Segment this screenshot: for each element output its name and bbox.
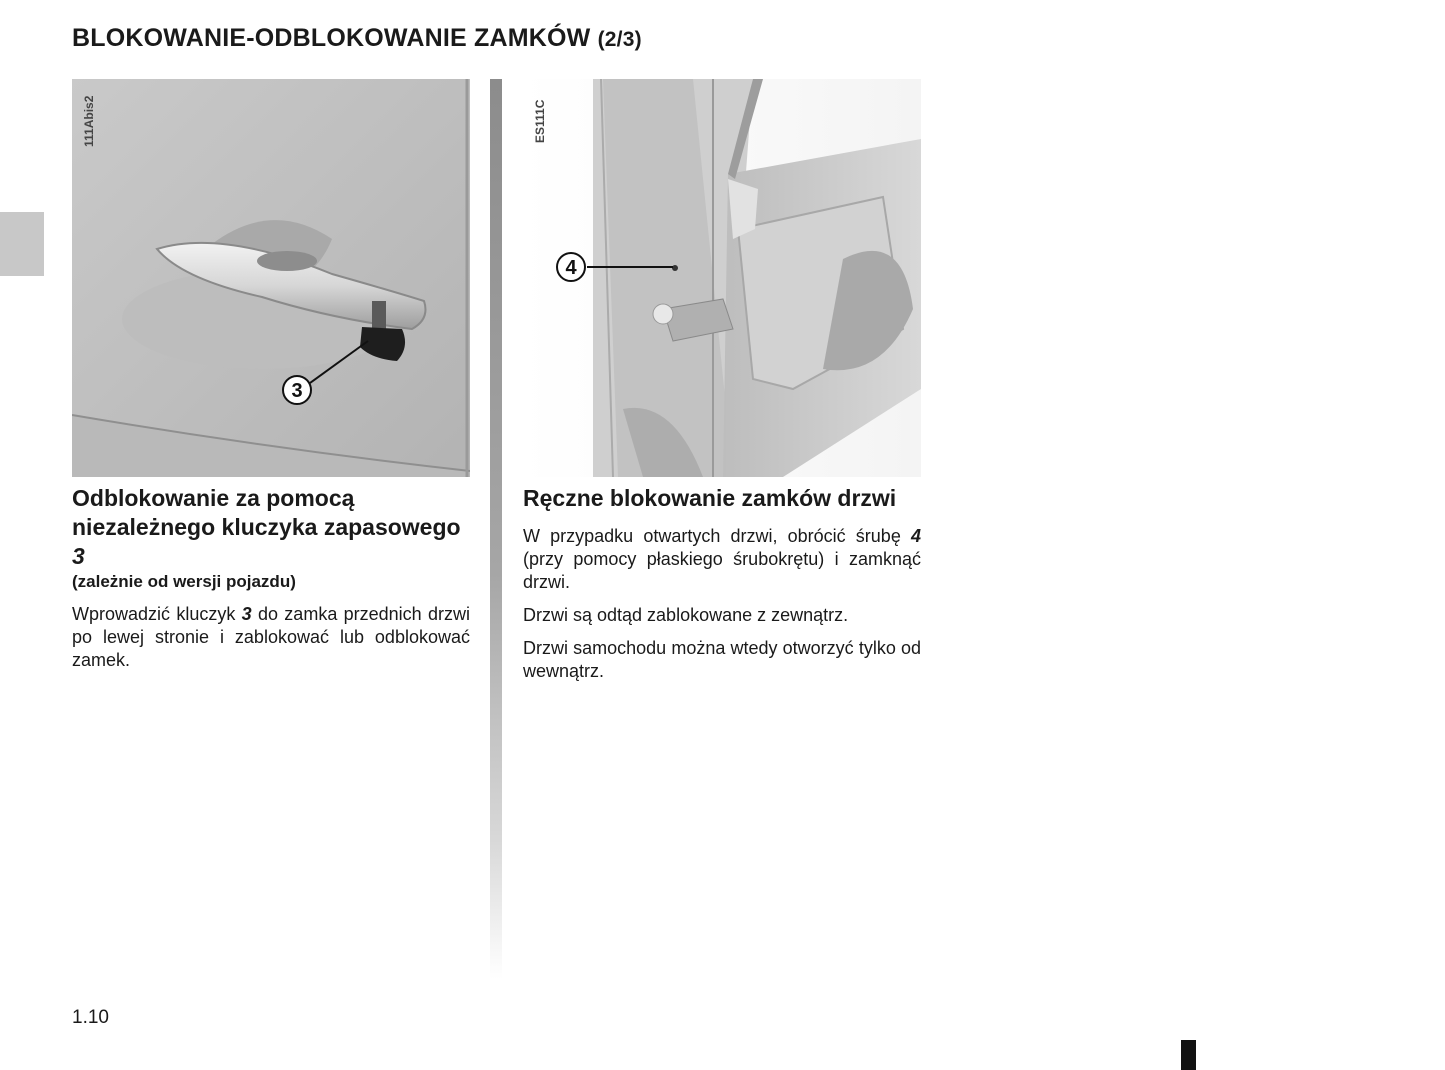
figure-code-right: ES111C — [533, 99, 547, 143]
left-p1-text-a: Wprowadzić kluczyk — [72, 604, 242, 624]
callout-3-label: 3 — [291, 380, 303, 402]
right-paragraph-1 — [523, 525, 921, 594]
page-title — [72, 24, 642, 53]
left-p1-ref: 3 — [241, 604, 252, 624]
left-column — [72, 484, 470, 672]
left-paragraph-1 — [72, 603, 470, 672]
right-paragraph-3: Drzwi samochodu można wtedy otworzyć tylko od wewnątrz. — [523, 638, 921, 681]
left-heading-ref: 3 — [72, 543, 85, 569]
version-note: (zależnie od wersji pojazdu) — [72, 572, 296, 591]
left-heading-text: Odblokowanie za pomocą niezależnego kluczyka zapasowego — [72, 485, 461, 540]
door-lock-illustration — [523, 79, 921, 477]
figure-code-left: 111Abis2 — [82, 95, 96, 147]
right-p1-ref: 4 — [910, 526, 921, 546]
column-divider — [490, 79, 502, 979]
right-p1-text-a: W przypadku otwartych drzwi, obrócić śrubę — [523, 526, 911, 546]
page-number: 1.10 — [72, 1007, 109, 1028]
left-section-heading — [72, 484, 470, 571]
page-part-indicator: (2/3) — [597, 28, 642, 51]
door-lock-photo — [523, 79, 921, 477]
right-paragraph-2: Drzwi są odtąd zablokowane z zewnątrz. — [523, 605, 849, 625]
door-handle-illustration — [72, 79, 470, 477]
left-p1-text-b: do zamka przednich drzwi po lewej stronie i zablokować lub odblokować zamek. — [72, 604, 470, 670]
callout-4-label: 4 — [565, 257, 577, 279]
page-end-marker — [1181, 1040, 1196, 1070]
section-tab-marker — [0, 212, 44, 276]
page-title-text: BLOKOWANIE-ODBLOKOWANIE ZAMKÓW — [72, 24, 591, 52]
right-column — [523, 484, 921, 683]
right-p1-text-b: (przy pomocy płaskiego śrubokrętu) i zamknąć drzwi. — [523, 549, 921, 592]
door-handle-photo — [72, 79, 470, 477]
right-section-heading: Ręczne blokowanie zamków drzwi — [523, 485, 897, 511]
